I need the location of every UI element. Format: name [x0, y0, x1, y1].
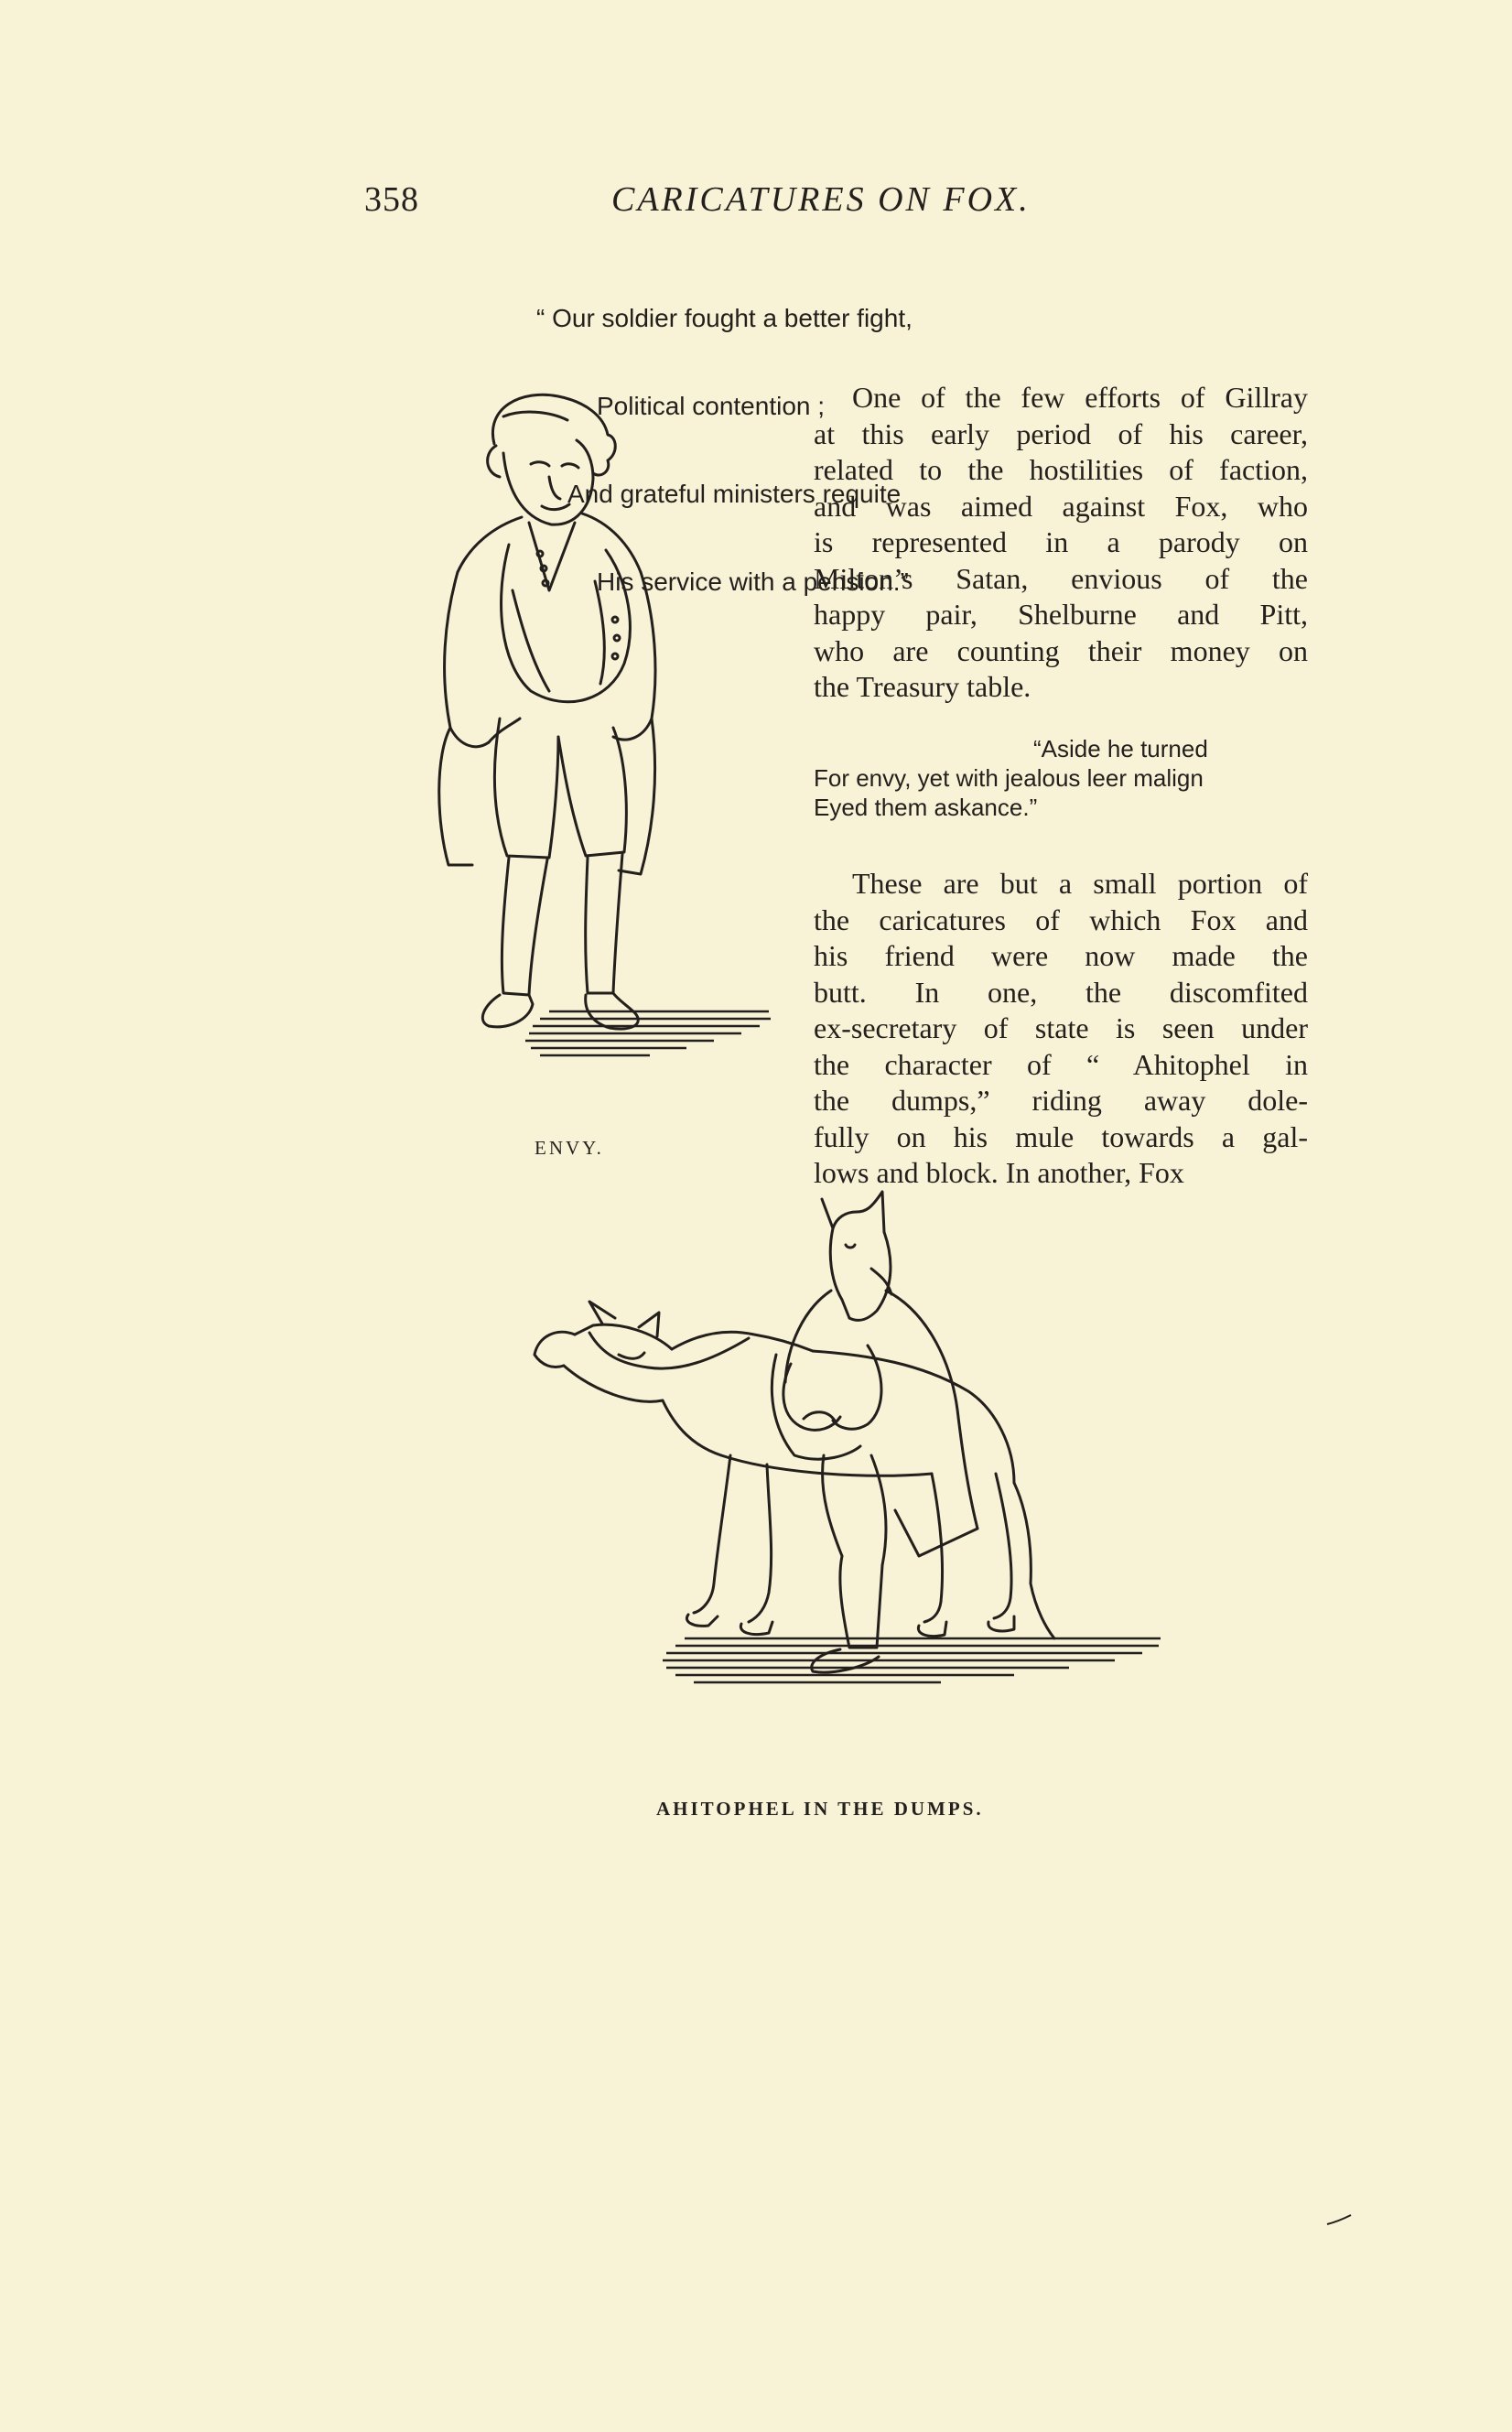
milton-quotation: [814, 734, 1308, 822]
text-line: ex-secretary of state is seen under: [814, 1011, 1308, 1044]
page-number: 358: [364, 180, 419, 219]
text-line: at this early period of his career,: [814, 416, 1308, 450]
text-line: the character of “ Ahitophel in: [814, 1047, 1308, 1081]
paragraph-gillray-efforts: [814, 380, 1308, 706]
text-line: butt. In one, the discomfited: [814, 975, 1308, 1009]
text-line: fully on his mule towards a gal-: [814, 1119, 1308, 1153]
text-line: related to the hostilities of faction,: [814, 453, 1308, 486]
epigraph-line: “ Our soldier fought a better fight,: [536, 304, 913, 332]
text-line: the dumps,” riding away dole-: [814, 1084, 1308, 1117]
epigraph-line: Political contention ;: [597, 392, 826, 420]
verse-line: Eyed them askance.”: [814, 794, 1038, 821]
text-line: lows and block. In another, Fox: [814, 1156, 1184, 1189]
text-line: who are counting their money on: [814, 633, 1308, 667]
text-line: happy pair, Shelburne and Pitt,: [814, 598, 1308, 631]
ahitophel-caption: AHITOPHEL IN THE DUMPS.: [656, 1798, 984, 1820]
text-line: Milton’s Satan, envious of the: [814, 561, 1308, 595]
text-line: These are but a small portion of: [852, 867, 1308, 900]
epigraph-line: His service with a pension.”: [597, 567, 909, 596]
running-head: CARICATURES ON FOX.: [611, 180, 1031, 219]
text-line: the caricatures of which Fox and: [814, 903, 1308, 936]
verse-line: For envy, yet with jealous leer malign: [814, 764, 1204, 792]
text-line: the Treasury table.: [814, 670, 1031, 703]
paragraph-caricatures: [814, 866, 1308, 1192]
envy-illustration: [412, 389, 778, 1112]
text-line: his friend were now made the: [814, 939, 1308, 972]
ink-mark: [1325, 2213, 1353, 2226]
ahitophel-illustration: [502, 1181, 1179, 1794]
epigraph-line: And grateful ministers requite: [567, 480, 902, 508]
verse-line: “Aside he turned: [1033, 735, 1208, 762]
envy-caption: ENVY.: [535, 1137, 604, 1159]
text-line: One of the few efforts of Gillray: [852, 381, 1308, 414]
text-line: is represented in a parody on: [814, 525, 1308, 558]
text-line: and was aimed against Fox, who: [814, 489, 1308, 523]
